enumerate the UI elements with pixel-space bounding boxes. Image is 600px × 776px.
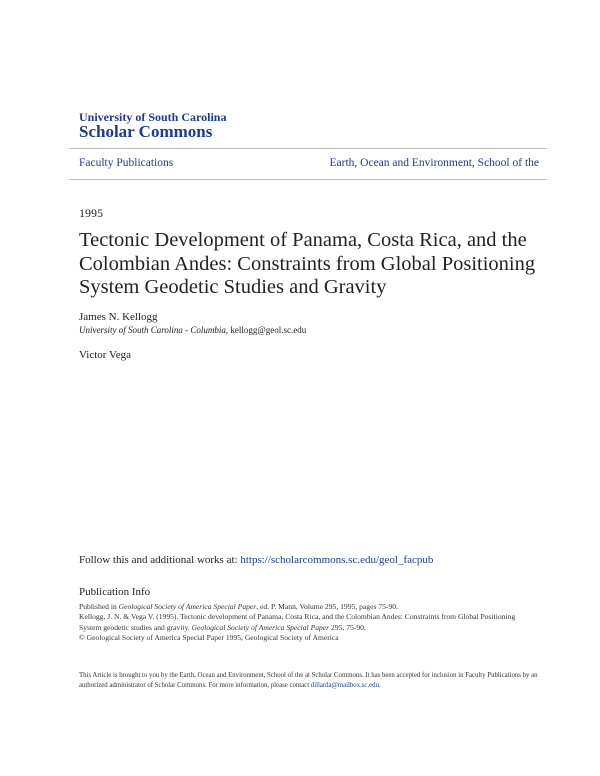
pub-line-2 bbox=[79, 612, 539, 633]
school-link[interactable]: Earth, Ocean and Environment, School of the bbox=[329, 157, 539, 169]
top-divider bbox=[69, 148, 547, 149]
collection-link[interactable]: https://scholarcommons.sc.edu/geol_facpub bbox=[240, 554, 434, 566]
publication-info-heading: Publication Info bbox=[79, 586, 151, 598]
footer-text: This Article is brought to you by the Earth, Ocean and Environment, School of the at Scholar Commons. It has been accepted for inclusion in Faculty Publications by an authorized administrator of Scholar Commons. For more information, please contact bbox=[79, 672, 538, 689]
publication-info bbox=[79, 602, 539, 644]
author-1-name: James N. Kellogg bbox=[79, 311, 158, 323]
footer-end: . bbox=[378, 681, 381, 689]
pub-line-3: © Geological Society of America Special Paper 1995, Geological Society of America bbox=[79, 633, 339, 643]
paper-title: Tectonic Development of Panama, Costa Rica, and the Colombian Andes: Constraints from Global Positioning System Geodetic Studies and Gravity bbox=[79, 229, 536, 298]
follow-text: Follow this and additional works at: bbox=[79, 554, 241, 566]
pub-line-2-post: 295, 75-90. bbox=[329, 622, 366, 632]
pub-line-2-journal: Geological Society of America Special Paper bbox=[191, 622, 330, 632]
bottom-divider bbox=[69, 179, 547, 180]
contact-email-link[interactable]: dillarda@mailbox.sc.edu bbox=[310, 681, 379, 689]
follow-line bbox=[79, 554, 433, 566]
author-1-affiliation-line bbox=[79, 325, 306, 335]
pub-line-1 bbox=[79, 602, 539, 612]
author-2-name: Victor Vega bbox=[79, 349, 131, 361]
pub-line-1-post: , ed. P. Mann, Volume 295, 1995, pages 75-90. bbox=[256, 602, 398, 611]
publication-year: 1995 bbox=[79, 206, 103, 220]
repository-name[interactable]: Scholar Commons bbox=[79, 122, 213, 141]
pub-line-2-pre: Kellogg, J. N. & Vega V. (1995). Tectonic development of Panama, Costa Rica, and the Colombian Andes: Constraints from Global Positioning System geodetic studies and gravity. bbox=[79, 612, 516, 632]
university-name[interactable]: University of South Carolina bbox=[79, 110, 227, 124]
pub-line-1-journal: Geological Society of America Special Paper bbox=[118, 602, 257, 611]
faculty-publications-link[interactable]: Faculty Publications bbox=[79, 157, 174, 169]
footer-notice bbox=[79, 671, 539, 690]
author-1-email[interactable]: , kellogg@geol.sc.edu bbox=[225, 325, 307, 335]
pub-line-1-pre: Published in bbox=[79, 602, 119, 611]
author-1-affiliation: University of South Carolina - Columbia bbox=[79, 325, 226, 335]
